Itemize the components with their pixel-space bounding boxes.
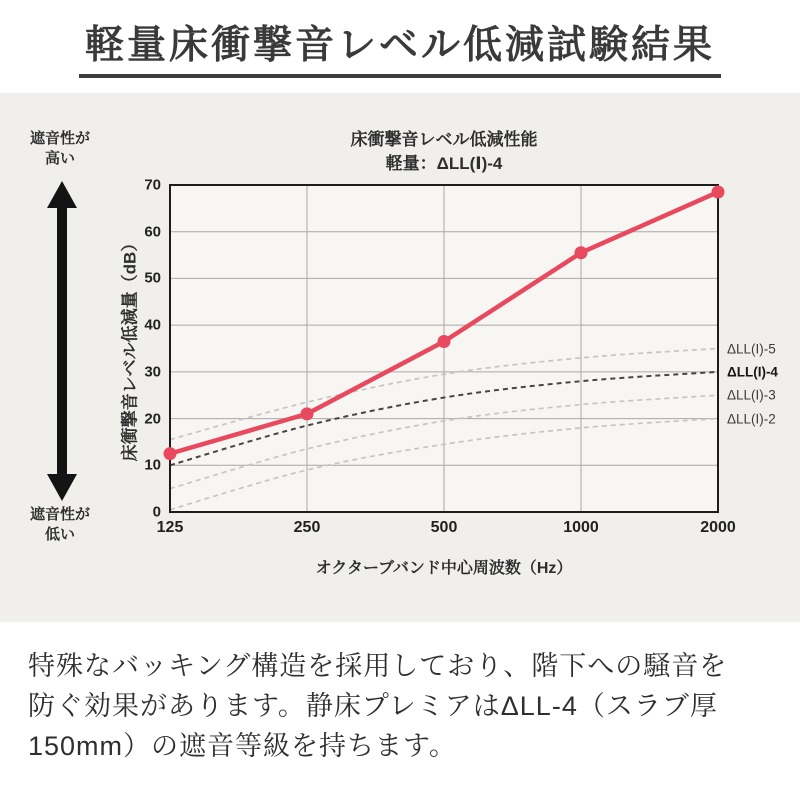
arrow-label-low-line1: 遮音性が bbox=[29, 506, 90, 523]
arrow-label-high bbox=[8, 129, 112, 170]
caption bbox=[28, 646, 788, 766]
arrow-label-low-line2: 低い bbox=[44, 526, 75, 544]
x-axis-tick-label: 250 bbox=[293, 519, 321, 536]
plot-area bbox=[144, 176, 778, 536]
caption-line: 特殊なバッキング構造を採用しており、階下への騒音を bbox=[28, 651, 728, 681]
arrow-label-low bbox=[8, 505, 112, 546]
x-axis-tick-label: 500 bbox=[430, 519, 458, 536]
chart-band bbox=[0, 93, 800, 622]
y-axis-tick-label: 0 bbox=[152, 503, 161, 521]
x-axis-title: オクターブバンド中心周波数（Hz） bbox=[315, 560, 573, 577]
y-axis-tick-label: 30 bbox=[144, 363, 161, 381]
header bbox=[0, 0, 800, 93]
y-axis-tick-label: 60 bbox=[144, 223, 161, 241]
double-arrow-icon bbox=[46, 181, 78, 501]
y-axis-tick-label: 40 bbox=[144, 316, 161, 334]
y-axis-tick-label: 50 bbox=[144, 269, 161, 287]
reference-curve-label: ΔLL(I)-4 bbox=[727, 364, 778, 380]
chart-subtitle: 軽量：ΔLL(Ⅰ)-4 bbox=[385, 154, 503, 173]
arrow-label-high-line2: 高い bbox=[44, 150, 75, 168]
caption-line: 150mm）の遮音等級を持ちます。 bbox=[28, 731, 457, 761]
reference-curve-label: ΔLL(I)-3 bbox=[727, 387, 776, 403]
y-axis-title: 床衝撃音レベル低減量（dB） bbox=[120, 234, 140, 462]
x-axis-tick-label: 1000 bbox=[563, 519, 599, 536]
x-axis-tick-label: 2000 bbox=[700, 519, 736, 536]
reference-curve-label: ΔLL(I)-5 bbox=[727, 341, 776, 356]
y-axis-tick-label: 10 bbox=[144, 456, 161, 474]
arrow-label-high-line1: 遮音性が bbox=[29, 130, 90, 147]
x-axis-tick-label: 125 bbox=[156, 519, 184, 536]
page-title: 軽量床衝撃音レベル低減試験結果 bbox=[79, 14, 721, 78]
y-axis-tick-label: 70 bbox=[144, 176, 161, 194]
reference-curve-label: ΔLL(I)-2 bbox=[727, 411, 776, 427]
caption-line: 防ぐ効果があります。静床プレミアはΔLL-4（スラブ厚 bbox=[28, 691, 718, 721]
y-axis-tick-label: 20 bbox=[144, 410, 161, 428]
line-chart-plot bbox=[170, 185, 718, 512]
chart-title: 床衝撃音レベル低減性能 bbox=[350, 130, 538, 149]
